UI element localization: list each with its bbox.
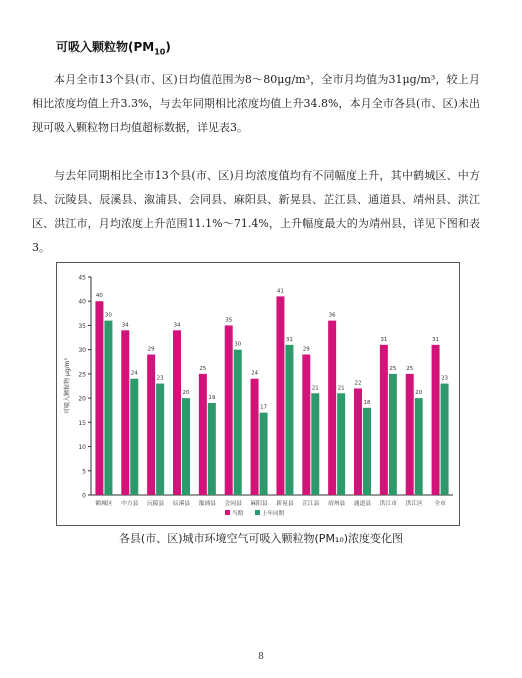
data-label-last-year: 19 (208, 394, 216, 401)
data-label-current: 41 (276, 288, 284, 295)
bar-current (121, 330, 129, 495)
bar-last-year (389, 374, 397, 495)
section-heading (56, 38, 171, 56)
data-label-last-year: 25 (389, 365, 397, 372)
data-label-last-year: 30 (234, 341, 242, 348)
data-label-last-year: 23 (441, 375, 449, 382)
y-tick-label: 15 (78, 419, 86, 427)
bar-current (225, 325, 233, 495)
y-tick-label: 45 (78, 274, 86, 282)
y-tick-label: 0 (82, 492, 86, 500)
data-label-last-year: 18 (363, 399, 371, 406)
data-label-current: 25 (406, 365, 414, 372)
legend-label: 当期 (232, 511, 244, 517)
page-number: 8 (258, 652, 264, 662)
x-tick-label: 通道县 (353, 501, 372, 507)
paragraph-year-comparison: 与去年同期相比全市13个县(市、区)月均浓度值均有不同幅度上升，其中鹤城区、中方县、沅陵县、辰溪县、溆浦县、会同县、麻阳县、新晃县、芷江县、通道县、靖州县、洪江区、洪江市，月均浓度上升范围11.1%～71.4%，上升幅度最大的为靖州县，详见下图和表3。 (32, 169, 480, 254)
chart-caption: 各县(市、区)城市环境空气可吸入颗粒物(PM₁₀)浓度变化图 (118, 532, 404, 545)
bar-last-year (104, 321, 112, 495)
data-label-current: 31 (380, 336, 388, 343)
bar-last-year (337, 393, 345, 495)
bar-current (432, 345, 440, 495)
bar-last-year (311, 393, 319, 495)
heading-close: ) (165, 40, 171, 54)
pm10-chart-frame (56, 262, 460, 526)
legend-swatch (225, 510, 230, 515)
bar-last-year (182, 398, 190, 495)
heading-text: 可吸入颗粒物(PM (56, 40, 155, 54)
x-tick-label: 鹤城区 (95, 501, 113, 507)
data-label-last-year: 23 (156, 375, 164, 382)
y-tick-label: 5 (82, 468, 86, 476)
data-label-last-year: 30 (104, 312, 112, 319)
bar-current (328, 321, 336, 495)
bar-current (406, 374, 414, 495)
bar-current (251, 379, 259, 495)
data-label-current: 25 (199, 365, 207, 372)
bar-current (354, 388, 362, 495)
legend-label: 上年同期 (262, 511, 285, 517)
x-tick-label: 沅陵县 (146, 501, 165, 507)
bar-last-year (130, 379, 138, 495)
pm10-bar-chart (57, 263, 459, 525)
data-label-last-year: 20 (182, 390, 190, 397)
bar-current (276, 296, 284, 495)
x-tick-label: 辰溪县 (172, 501, 191, 507)
data-label-current: 36 (328, 312, 336, 319)
bar-current (199, 374, 207, 495)
data-label-last-year: 21 (337, 385, 345, 392)
bar-current (302, 355, 310, 495)
data-label-current: 40 (95, 293, 103, 300)
bar-last-year (234, 350, 242, 495)
data-label-last-year: 17 (260, 404, 268, 411)
data-label-current: 31 (432, 336, 440, 343)
bar-last-year (208, 403, 216, 495)
x-tick-label: 靖州县 (327, 501, 346, 507)
x-tick-label: 洪江市 (379, 501, 398, 507)
y-axis-title: 可吸入颗粒物 μg/m³ (64, 358, 71, 414)
data-label-current: 34 (121, 322, 129, 329)
data-label-last-year: 21 (311, 385, 319, 392)
x-tick-label: 中方县 (121, 501, 139, 507)
x-tick-label: 会同县 (224, 501, 242, 507)
data-label-last-year: 31 (285, 336, 293, 343)
x-tick-label: 麻阳县 (250, 501, 268, 507)
data-label-last-year: 20 (415, 390, 423, 397)
x-tick-label: 新晃县 (276, 501, 294, 507)
bar-last-year (363, 408, 371, 495)
bar-current (380, 345, 388, 495)
bar-current (147, 355, 155, 495)
bar-current (95, 301, 103, 495)
bar-last-year (441, 384, 449, 495)
data-label-last-year: 24 (130, 370, 138, 377)
bar-last-year (285, 345, 293, 495)
legend-swatch (255, 510, 260, 515)
heading-subscript: 10 (154, 47, 166, 57)
data-label-current: 29 (302, 346, 310, 353)
y-tick-label: 30 (78, 347, 86, 355)
data-label-current: 24 (251, 370, 259, 377)
x-tick-label: 芷江县 (302, 501, 320, 507)
y-tick-label: 25 (78, 371, 86, 379)
y-tick-label: 20 (78, 395, 86, 403)
bar-last-year (156, 384, 164, 495)
x-tick-label: 洪江区 (405, 501, 423, 507)
y-tick-label: 10 (78, 444, 86, 452)
x-tick-label: 溆浦县 (198, 501, 217, 507)
bar-current (173, 330, 181, 495)
data-label-current: 22 (354, 380, 362, 387)
bar-last-year (415, 398, 423, 495)
y-tick-label: 35 (78, 322, 86, 330)
bar-last-year (260, 413, 268, 495)
y-tick-label: 40 (78, 298, 86, 306)
paragraph-monthly-summary: 本月全市13个县(市、区)日均值范围为8～80μg/m³，全市月均值为31μg/m³，较上月相比浓度均值上升3.3%，与去年同期相比浓度均值上升34.8%，本月全市各县(市、区)未出现可吸入颗粒物日均值超标数据，详见表3。 (32, 73, 480, 134)
data-label-current: 35 (225, 317, 233, 324)
x-tick-label: 全市 (434, 501, 446, 507)
data-label-current: 29 (147, 346, 155, 353)
data-label-current: 34 (173, 322, 181, 329)
